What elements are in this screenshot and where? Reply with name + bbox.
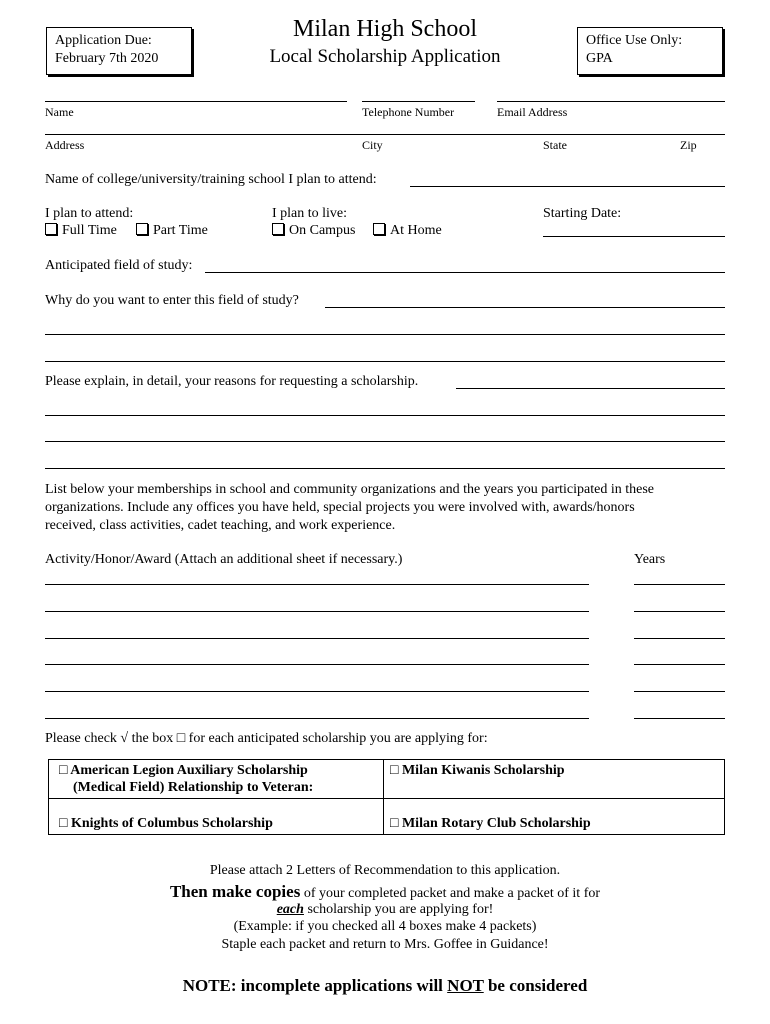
state-label: State — [543, 138, 567, 152]
why-field-line-3[interactable] — [45, 361, 725, 362]
attach-letters-text: Please attach 2 Letters of Recommendation to this application. — [209, 863, 561, 878]
due-label: Application Due: — [55, 33, 152, 48]
knights-cell[interactable] — [49, 799, 384, 835]
on-campus-option[interactable] — [272, 223, 356, 239]
kiwanis-label: Milan Kiwanis Scholarship — [401, 763, 565, 778]
explain-line-4[interactable] — [45, 468, 725, 469]
rotary-label: Milan Rotary Club Scholarship — [401, 816, 591, 831]
note-text — [0, 976, 770, 996]
scholarship-row — [49, 799, 725, 835]
gpa-label: GPA — [586, 51, 613, 66]
activity-line-5[interactable] — [45, 691, 589, 692]
knights-checkbox[interactable]: □ — [59, 816, 68, 831]
full-time-label: Full Time — [62, 223, 117, 238]
american-legion-label-1: American Legion Auxiliary Scholarship — [70, 763, 308, 778]
part-time-label: Part Time — [153, 223, 208, 238]
memberships-instructions — [45, 481, 735, 535]
note-not: NOT — [447, 976, 484, 995]
explain-line-1[interactable] — [456, 388, 725, 389]
why-field-label: Why do you want to enter this field of study? — [45, 293, 299, 308]
make-copies-rest: of your completed packet and make a packet of it for — [300, 886, 601, 901]
full-time-checkbox[interactable] — [45, 223, 57, 235]
at-home-checkbox[interactable] — [373, 223, 385, 235]
form-title: Local Scholarship Application — [269, 46, 501, 67]
years-line-4[interactable] — [634, 664, 725, 665]
on-campus-checkbox[interactable] — [272, 223, 284, 235]
memberships-line-3: received, class activities, cadet teaching, and work experience. — [45, 518, 396, 533]
live-label: I plan to live: — [272, 206, 348, 221]
years-line-1[interactable] — [634, 584, 725, 585]
starting-date-label: Starting Date: — [543, 206, 622, 221]
explain-line-3[interactable] — [45, 441, 725, 442]
address-line[interactable] — [45, 134, 725, 135]
rotary-checkbox[interactable]: □ — [390, 816, 399, 831]
field-of-study-line[interactable] — [205, 272, 725, 273]
scholarship-instruction: Please check √ the box □ for each anticipated scholarship you are applying for: — [45, 731, 488, 746]
application-due-box — [46, 27, 192, 75]
each-scholarship-text — [0, 902, 770, 918]
office-use-label: Office Use Only: — [586, 33, 683, 48]
on-campus-label: On Campus — [289, 223, 356, 238]
activity-line-3[interactable] — [45, 638, 589, 639]
make-copies-bold: Then make copies — [169, 882, 301, 901]
each-rest: scholarship you are applying for! — [303, 902, 494, 917]
email-line[interactable] — [497, 101, 725, 102]
kiwanis-checkbox[interactable]: □ — [390, 763, 399, 778]
american-legion-checkbox[interactable]: □ — [59, 763, 68, 778]
each-emphasis: each — [276, 902, 304, 917]
activity-header: Activity/Honor/Award (Attach an additional sheet if necessary.) — [45, 552, 403, 567]
note-suffix: be considered — [483, 976, 588, 995]
staple-text: Staple each packet and return to Mrs. Goffee in Guidance! — [221, 937, 549, 952]
at-home-option[interactable] — [373, 223, 442, 239]
years-line-6[interactable] — [634, 718, 725, 719]
attend-label: I plan to attend: — [45, 206, 134, 221]
example-text: (Example: if you checked all 4 boxes make 4 packets) — [233, 919, 537, 934]
school-name: Milan High School — [293, 16, 477, 42]
college-label: Name of college/university/training school I plan to attend: — [45, 172, 377, 187]
activity-line-6[interactable] — [45, 718, 589, 719]
memberships-line-1: List below your memberships in school and community organizations and the years you participated in these — [45, 482, 654, 497]
college-line[interactable] — [410, 186, 725, 187]
part-time-option[interactable] — [136, 223, 208, 239]
telephone-label: Telephone Number — [362, 105, 455, 119]
american-legion-cell[interactable] — [49, 760, 384, 799]
activity-line-1[interactable] — [45, 584, 589, 585]
due-date: February 7th 2020 — [55, 51, 159, 66]
kiwanis-cell[interactable] — [384, 760, 725, 799]
part-time-checkbox[interactable] — [136, 223, 148, 235]
starting-date-line[interactable] — [543, 236, 725, 237]
years-line-3[interactable] — [634, 638, 725, 639]
american-legion-label-2: (Medical Field) Relationship to Veteran: — [73, 780, 314, 795]
years-line-2[interactable] — [634, 611, 725, 612]
make-copies-text — [0, 882, 770, 902]
email-label: Email Address — [497, 105, 568, 119]
at-home-label: At Home — [390, 223, 442, 238]
why-field-line-2[interactable] — [45, 334, 725, 335]
activity-line-4[interactable] — [45, 664, 589, 665]
explain-label: Please explain, in detail, your reasons for requesting a scholarship. — [45, 374, 419, 389]
field-of-study-label: Anticipated field of study: — [45, 258, 193, 273]
years-line-5[interactable] — [634, 691, 725, 692]
full-time-option[interactable] — [45, 223, 117, 239]
rotary-cell[interactable] — [384, 799, 725, 835]
office-use-box — [577, 27, 723, 75]
memberships-line-2: organizations. Include any offices you have held, special projects you were involved with, awards/honors — [45, 500, 635, 515]
knights-label: Knights of Columbus Scholarship — [70, 816, 273, 831]
address-label: Address — [45, 138, 85, 152]
name-line[interactable] — [45, 101, 347, 102]
name-label: Name — [45, 105, 74, 119]
why-field-line-1[interactable] — [325, 307, 725, 308]
note-prefix: NOTE: incomplete applications will — [182, 976, 448, 995]
telephone-line[interactable] — [362, 101, 475, 102]
scholarship-row — [49, 760, 725, 799]
activity-line-2[interactable] — [45, 611, 589, 612]
city-label: City — [362, 138, 383, 152]
explain-line-2[interactable] — [45, 415, 725, 416]
zip-label: Zip — [680, 138, 697, 152]
years-header: Years — [634, 552, 666, 567]
scholarship-table — [48, 759, 725, 835]
